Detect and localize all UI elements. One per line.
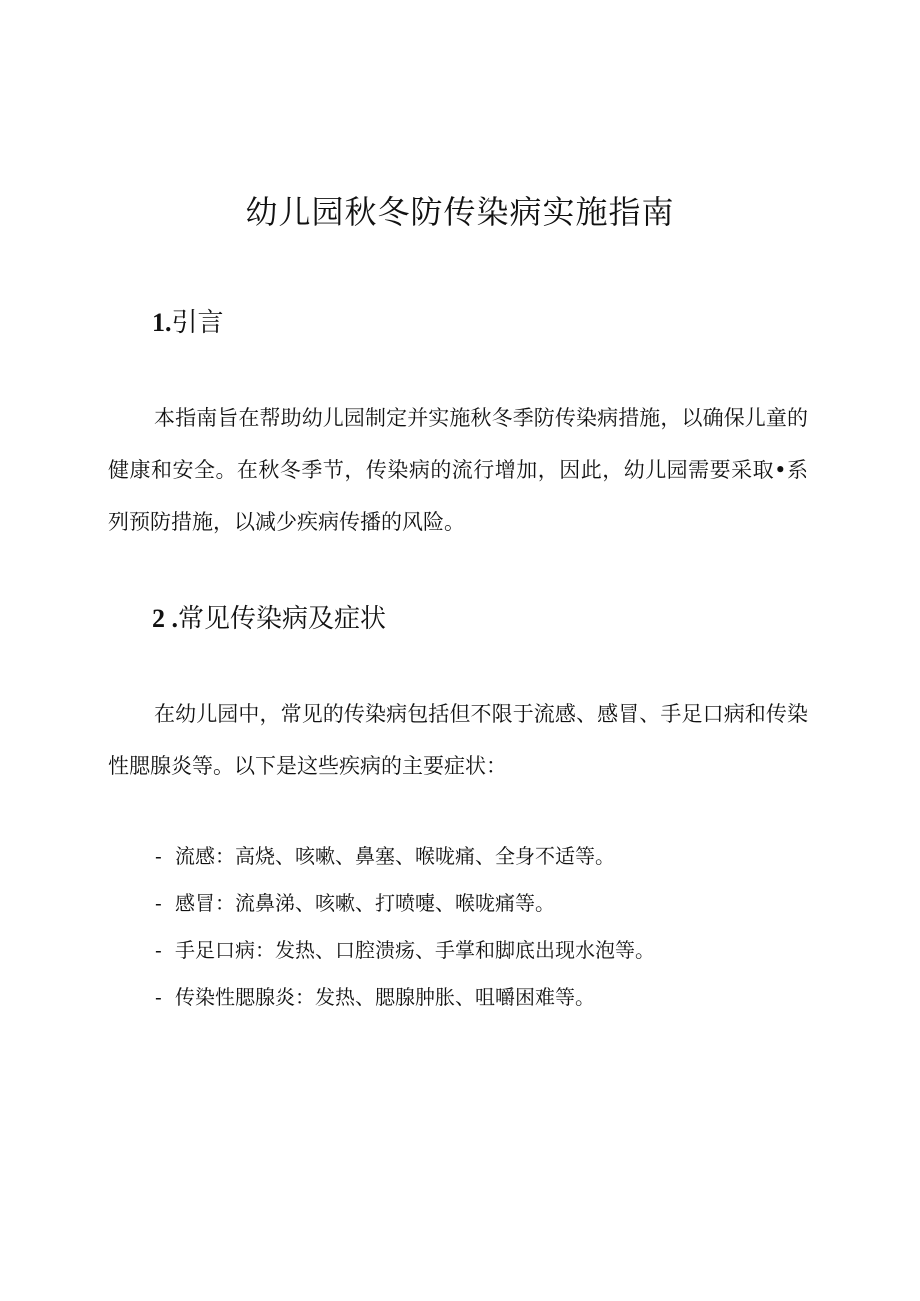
list-item-text: 手足口病：发热、口腔溃疡、手掌和脚底出现水泡等。: [175, 938, 655, 962]
section-heading-text: 引言: [171, 308, 224, 338]
section-number: 2 .: [152, 604, 178, 633]
section-heading-common-diseases: [152, 601, 386, 637]
list-item: [155, 833, 655, 880]
list-dash: -: [155, 985, 162, 1009]
section-number: 1.: [152, 308, 172, 337]
section-heading-text: 常见传染病及症状: [178, 604, 387, 634]
list-item: [155, 927, 655, 974]
list-dash: -: [155, 844, 162, 868]
list-item: [155, 974, 655, 1021]
list-item-text: 传染性腮腺炎：发热、腮腺肿胀、咀嚼困难等。: [175, 985, 595, 1009]
introduction-paragraph: 本指南旨在帮助幼儿园制定并实施秋冬季防传染病措施，以确保儿童的健康和安全。在秋冬季节，传染病的流行增加，因此，幼儿园需要采取•系列预防措施，以减少疾病传播的风险。: [108, 406, 808, 534]
document-title: 幼儿园秋冬防传染病实施指南: [245, 193, 675, 231]
list-item: [155, 880, 655, 927]
list-item-text: 感冒：流鼻涕、咳嗽、打喷嚏、喉咙痛等。: [175, 891, 555, 915]
list-dash: -: [155, 891, 162, 915]
diseases-paragraph: 在幼儿园中，常见的传染病包括但不限于流感、感冒、手足口病和传染性腮腺炎等。以下是这些疾病的主要症状：: [108, 702, 808, 778]
symptoms-list: [155, 833, 655, 1021]
list-item-text: 流感：高烧、咳嗽、鼻塞、喉咙痛、全身不适等。: [175, 844, 615, 868]
section-heading-introduction: [152, 305, 224, 341]
list-dash: -: [155, 938, 162, 962]
